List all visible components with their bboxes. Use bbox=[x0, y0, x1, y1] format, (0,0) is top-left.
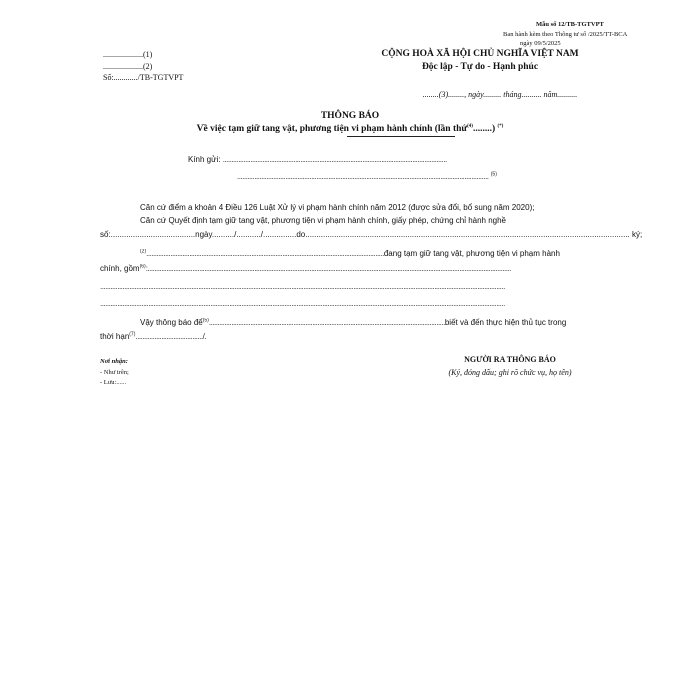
document-number: Số:............/TB-TGTVPT bbox=[103, 73, 184, 82]
subtitle-sup: (4) bbox=[467, 123, 473, 129]
agency-line-1: ....................(1) bbox=[103, 50, 153, 59]
conclusion-line-2 bbox=[100, 332, 206, 341]
recipients-label: Nơi nhận: bbox=[100, 358, 128, 365]
conclusion-dots: ......................................................................................................................................... bbox=[208, 318, 445, 327]
legal-basis-2-line-1: Căn cứ Quyết định tạm giữ tang vật, phương tiện vi phạm hành chính, giấy phép, chứng chỉ hành nghề bbox=[140, 216, 507, 225]
legal-basis-2-line-2: số:......................................ngày........../.........../...............do.................................................................................................................................................. ký; bbox=[100, 230, 643, 239]
deadline-label: thời hạn bbox=[100, 332, 130, 341]
subtitle-sup-star: (*) bbox=[497, 123, 504, 129]
detention-items-sup: (6) bbox=[139, 264, 146, 270]
deadline-sup: (7) bbox=[129, 331, 136, 338]
national-motto: Độc lập - Tự do - Hạnh phúc bbox=[421, 62, 539, 72]
recipient-label: Kính gửi: bbox=[188, 155, 223, 164]
recipient-sup: (5) bbox=[490, 171, 497, 178]
detention-dots: .......................................................................................................................................... bbox=[146, 249, 384, 258]
issued-line: Ban hành kèm theo Thông tư số /2025/TT-BCA bbox=[503, 31, 628, 38]
detention-items-dots: :................................................................................................................................................................................................................... bbox=[145, 264, 511, 273]
recipient-item-1: - Như trên; bbox=[100, 369, 129, 376]
recipient-line-1 bbox=[188, 155, 447, 164]
form-number: Mẫu số 12/TB-TGTVPT bbox=[536, 21, 604, 28]
detention-line-1 bbox=[140, 249, 666, 258]
place-date: ........(3)........, ngày......... tháng.......... năm.......... bbox=[422, 90, 578, 99]
recipient-dots-2: .................................................................................................................................................. bbox=[237, 172, 489, 181]
agency-line-2: ....................(2) bbox=[103, 62, 153, 71]
detention-items-label: chính, gồm bbox=[100, 264, 140, 273]
issued-date: ngày 09/5/2025 bbox=[520, 40, 561, 47]
subtitle-suffix: ........) bbox=[472, 124, 498, 134]
conclusion-prefix: Vậy thông báo để bbox=[140, 318, 203, 327]
recipient-line-2 bbox=[237, 172, 497, 181]
subtitle-text: Về việc tạm giữ tang vật, phương tiện vi phạm hành chính (lần thứ bbox=[196, 124, 468, 134]
conclusion-sup: (5) bbox=[202, 318, 209, 324]
items-dots-line-4: ........................................................................................................................................................................................................................................... bbox=[100, 299, 505, 308]
detention-line-2 bbox=[100, 264, 666, 273]
legal-basis-1: Căn cứ điểm a khoản 4 Điều 126 Luật Xử lý vi phạm hành chính năm 2012 (được sửa đổi, bổ sung năm 2020); bbox=[140, 203, 535, 212]
title-underline bbox=[347, 136, 455, 137]
recipient-item-2: - Lưu:...... bbox=[100, 379, 127, 386]
deadline-dots: ......................................./. bbox=[135, 332, 207, 341]
detention-text: đang tạm giữ tang vật, phương tiện vi phạm hành bbox=[383, 249, 560, 258]
detention-sup: (2) bbox=[140, 249, 147, 255]
signer-note: (Ký, đóng dấu; ghi rõ chức vụ, họ tên) bbox=[448, 368, 572, 377]
recipient-dots-1: .................................................................................................................................. bbox=[222, 155, 447, 164]
items-dots-line-3: ........................................................................................................................................................................................................................................... bbox=[100, 282, 505, 291]
notice-title: THÔNG BÁO bbox=[320, 111, 380, 121]
country-name: CỘNG HOÀ XÃ HỘI CHỦ NGHĨA VIỆT NAM bbox=[381, 49, 579, 59]
notice-subtitle bbox=[0, 124, 700, 134]
signer-title: NGƯỜI RA THÔNG BÁO bbox=[464, 355, 556, 364]
conclusion-line-1 bbox=[140, 318, 666, 327]
conclusion-suffix: biết và đến thực hiện thủ tục trong bbox=[444, 318, 567, 327]
